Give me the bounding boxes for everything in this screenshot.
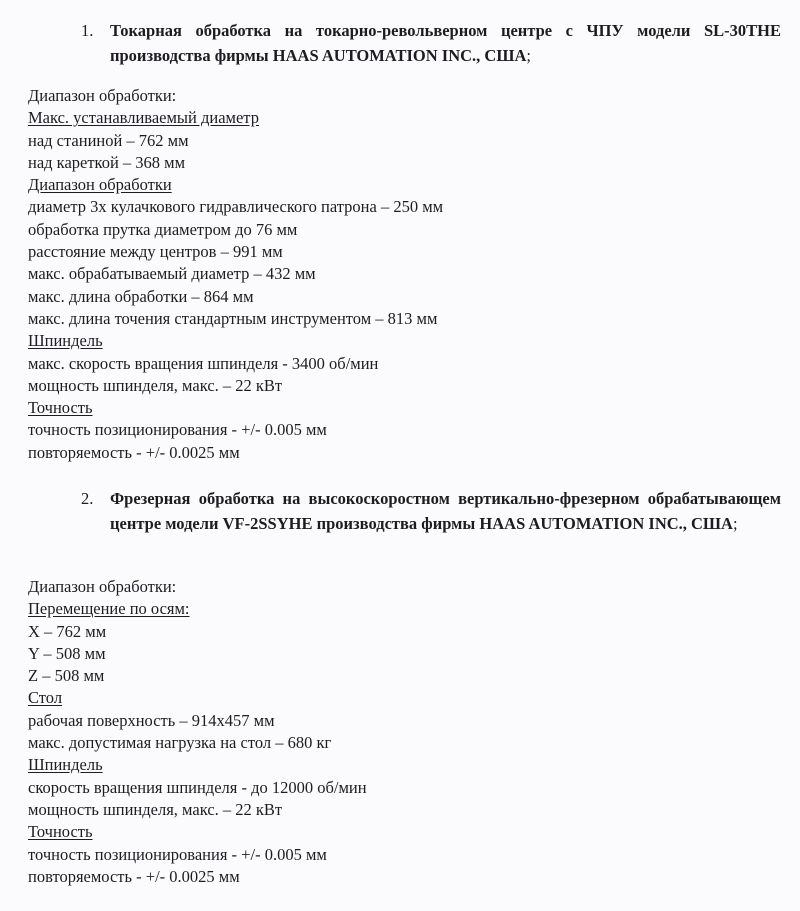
spec-line: X – 762 мм [28,621,107,641]
section-2-specs [28,576,768,888]
section-1-number: 1. [81,21,94,40]
spec-line: диаметр 3х кулачкового гидравлического патрона – 250 мм [28,197,444,217]
section-2-heading [81,486,781,536]
spec-line: точность позиционирования - +/- 0.005 мм [28,844,327,864]
spec-subheading: Макс. устанавливаемый диаметр [28,108,259,128]
section-2-title-end: ; [732,514,738,533]
section-1-title-end: ; [526,46,531,65]
spec-line: мощность шпинделя, макс. – 22 кВт [28,375,283,395]
spec-line: расстояние между центров – 991 мм [28,242,283,262]
spec-line: макс. обрабатываемый диаметр – 432 мм [28,264,316,284]
spec-line: макс. длина обработки – 864 мм [28,286,254,306]
spec-line: мощность шпинделя, макс. – 22 кВт [28,799,283,819]
spec-line: Z – 508 мм [28,666,105,686]
spec-line: точность позиционирования - +/- 0.005 мм [28,420,327,440]
section-1-specs [28,85,768,464]
spec-line: рабочая поверхность – 914x457 мм [28,710,275,730]
spec-line: обработка прутка диаметром до 76 мм [28,219,298,239]
spec-subheading: Точность [28,398,93,418]
spec-line: макс. длина точения стандартным инструментом – 813 мм [28,308,438,328]
section-2-title: Фрезерная обработка на высокоскоростном вертикально-фрезерном обрабатывающем центре модели VF-2SSYHE производства фирмы HAAS AUTOMATION INC., США [110,489,781,533]
spec-subheading: Стол [28,688,63,708]
spec-line: над кареткой – 368 мм [28,152,186,172]
spec-line: повторяемость - +/- 0.0025 мм [28,866,240,886]
spec-subheading: Диапазон обработки [28,175,172,195]
spec-line: Диапазон обработки: [28,86,177,105]
spec-subheading: Шпиндель [28,331,103,351]
section-2-number: 2. [81,489,94,508]
spec-line: скорость вращения шпинделя - до 12000 об/мин [28,777,367,797]
spec-line: Y – 508 мм [28,643,106,663]
spec-line: повторяемость - +/- 0.0025 мм [28,442,240,462]
section-1-heading [81,18,781,68]
spec-line: макс. скорость вращения шпинделя - 3400 об/мин [28,353,379,373]
spec-subheading: Шпиндель [28,755,103,775]
spec-line: макс. допустимая нагрузка на стол – 680 кг [28,733,332,753]
section-1-title: Токарная обработка на токарно-револьверном центре с ЧПУ модели SL-30THE производства фирмы HAAS AUTOMATION INC., США [110,21,781,65]
spec-subheading: Перемещение по осям: [28,599,190,619]
spec-line: Диапазон обработки: [28,577,177,596]
spec-line: над станиной – 762 мм [28,130,189,150]
spec-subheading: Точность [28,822,93,842]
